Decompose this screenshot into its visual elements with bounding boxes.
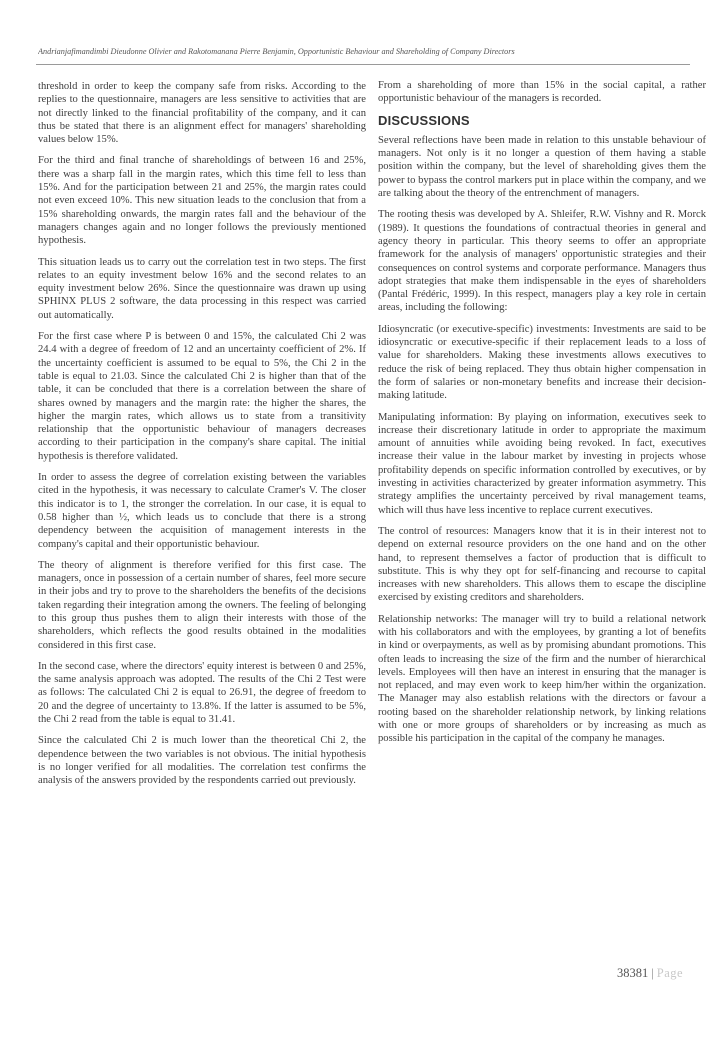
- page-number: 38381: [617, 966, 649, 980]
- section-heading-discussions: DISCUSSIONS: [378, 112, 470, 128]
- body-paragraph: The control of resources: Managers know that it is in their interest not to depend on external resource providers on the one hand and on the other hand, to represent themselves a factor of production that is difficult to substitute. This is why they opt for self-financing and recourse to capital increases with new shareholders. This allows them to escape the discipline exercised by existing creditors and shareholders.: [378, 525, 706, 604]
- body-paragraph: Idiosyncratic (or executive-specific) investments: Investments are said to be idiosyncratic or executive-specific if their replacement leads to a loss of value for shareholders. Making these investments allows executives to reduce the risk of being replaced. They thus obtain higher compensation in the form of salaries or non-monetary benefits and increase their decision-making latitude.: [378, 323, 706, 402]
- intro-paragraph: From a shareholding of more than 15% in the social capital, a rather opportunistic behaviour of the managers is recorded.: [378, 80, 706, 105]
- page-footer: [617, 966, 683, 981]
- footer-separator: |: [651, 966, 654, 980]
- body-paragraph: threshold in order to keep the company safe from risks. According to the replies to the questionnaire, managers are less sensitive to activities that are not directly linked to the financial profitability of the company, and it can thus be stated that there is an alignment effect for managers' shareholding values below 15%.: [38, 81, 366, 146]
- header-divider: [36, 64, 690, 65]
- body-paragraph: Manipulating information: By playing on information, executives seek to increase their discretionary latitude in order to appropriate the maximum amount of annuities while avoiding being revoked. In fact, executives increase their value in the labour market by investing in projects whose profitability depends on specific information controlled by executives, or by investing in activities characterized by greater information asymmetry. This strategy amplifies the uncertainty perceived by rival management teams, which will thus have less incentive to replace current executives.: [378, 411, 706, 516]
- body-paragraph: The rooting thesis was developed by A. Shleifer, R.W. Vishny and R. Morck (1989). It questions the foundations of contractual theories in general and agency theory in particular. This theory seems to offer an appropriate framework for the analysis of managers' opportunistic strategies and their consequences on control systems and corporate performance. Managers thus adopt strategies that make them indispensable in the eyes of shareholders (Pantal Frédéric, 1999). In this respect, managers play a key role in certain areas, including the following:: [378, 209, 706, 314]
- body-paragraph: This situation leads us to carry out the correlation test in two steps. The first relates to an equity investment below 16% and the second relates to an equity investment below 26%. Since the questionnaire was drawn up using SPHINX PLUS 2 software, the data processing in this respect was carried out automatically.: [38, 256, 366, 321]
- body-paragraph: In order to assess the degree of correlation existing between the variables cited in the hypothesis, it was necessary to calculate Cramer's V. The closer this indicator is to 1, the stronger the correlation. In our case, it is equal to 0.58 higher than ½, which leads us to conclude that there is a strong dependency between the acquisition of management interests in the company's capital and their opportunistic behaviour.: [38, 472, 366, 550]
- body-paragraph: For the first case where P is between 0 and 15%, the calculated Chi 2 was 24.4 with a degree of freedom of 12 and an uncertainty coefficient of 2%. If the uncertainty coefficient is assumed to be equal to 5%, the Chi 2 in the table is equal to 21.03. Since the calculated Chi 2 is higher than that of the table, it can be concluded that there is a correlation between the share of shares owned by managers and the margin rate: the higher the shares, the higher the margin rates, which allows us to state from a transitivity relationship that the opportunistic behaviour of managers decreases according to their participation in the company's share capital. The initial hypothesis is therefore validated.: [38, 331, 366, 462]
- right-column: [378, 79, 706, 754]
- body-paragraph: For the third and final tranche of shareholdings of between 16 and 25%, there was a sharp fall in the margin rates, which this time fell to less than 15%. And for the participation between 21 and 25%, the margin rates could not even exceed 10%. This new situation leads to the conclusion that from a 15% shareholding onwards, the margin rates fall and the behaviour of the managers changes again and no longer follows the previously mentioned hypothesis.: [38, 155, 366, 247]
- body-paragraph: Relationship networks: The manager will try to build a relational network with his collaborators and with the employees, by granting a lot of benefits in kind or overpayments, as well as by promising abundant promotions. This often leads to increasing the size of the firm and the number of hierarchical levels. Employees will then have an interest in ensuring that the manager is not replaced, and may even work to keep him/her within the organization. The Manager may also establish relations with the directors or favour a rooting based on the shareholder relationship network, by linking relations with one or more groups of shareholders or by increasing as much as possible his participation in the capital of the company he manages.: [378, 613, 706, 745]
- body-paragraph: Several reflections have been made in relation to this unstable behaviour of managers. Not only is it no longer a question of them having a stable position within the company, but the level of shareholding gives them the power to bypass the control markers put in place within the company, and we are talking about the theory of the entrenchment of managers.: [378, 134, 706, 200]
- running-header: Andrianjafimandimbi Dieudonne Olivier and Rakotomanana Pierre Benjamin, Opportunistic Behaviour and Shareholding of Company Directors: [38, 47, 515, 56]
- body-paragraph: In the second case, where the directors' equity interest is between 0 and 25%, the same analysis approach was adopted. The results of the Chi 2 Test were as follows: The calculated Chi 2 is equal to 26.91, the degree of freedom to 20 and the degree of uncertainty to 13.8%. If the latter is assumed to be 5%, the Chi 2 read from the table is equal to 31.41.: [38, 660, 366, 726]
- body-paragraph: The theory of alignment is therefore verified for this first case. The managers, once in possession of a certain number of shares, feel more secure in their jobs and try to prove to the shareholders the benefits of the decisions taken regarding their integration among the owners. The feeling of belonging to this group thus pushes them to align their interests with those of the shareholders, which reflects the good results obtained in the modalities considered in this first case.: [38, 559, 366, 651]
- left-column: [38, 80, 366, 796]
- body-paragraph: Since the calculated Chi 2 is much lower than the theoretical Chi 2, the dependence between the two variables is not obvious. The initial hypothesis is no longer verified for all modalities. The correlation test confirms the analysis of the answers provided by the respondents carried out previously.: [38, 735, 366, 787]
- page-word: Page: [656, 966, 684, 980]
